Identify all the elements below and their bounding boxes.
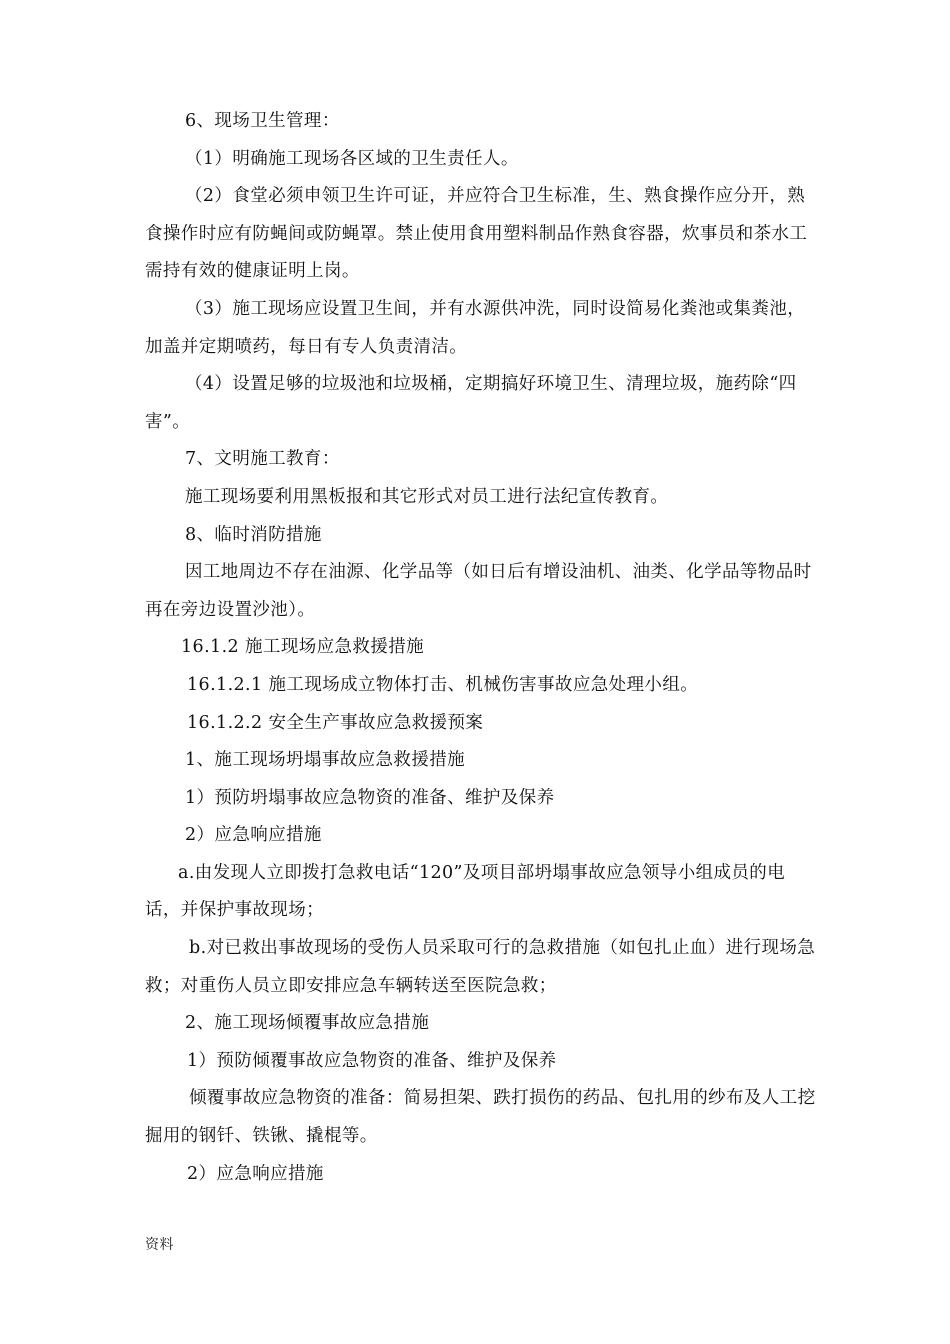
paragraph: 施工现场要利用黑板报和其它形式对员工进行法纪宣传教育。 (185, 486, 669, 507)
section-heading-sanitation: 6、现场卫生管理： (185, 111, 340, 131)
paragraph: 因工地周边不存在油源、化学品等（如日后有增设油机、油类、化学品等物品时再在旁边设置沙池）。 (145, 562, 812, 620)
paragraph: （4）设置足够的垃圾池和垃圾桶，定期搞好环境卫生、清理垃圾，施药除“四害”。 (145, 374, 797, 432)
section-heading-overturn: 2、施工现场倾覆事故应急措施 (185, 1013, 430, 1034)
paragraph: a.由发现人立即拨打急救电话“120”及项目部坍塌事故应急领导小组成员的电话，并保护事故现场； (145, 862, 786, 921)
page-footer: 资料 (145, 1237, 174, 1253)
section-heading-emergency: 16.1.2 施工现场应急救援措施 (181, 637, 425, 658)
paragraph: 倾覆事故应急物资的准备：简易担架、跌打损伤的药品、包扎用的纱布及人工挖掘用的钢钎、铁锹、撬棍等。 (145, 1088, 816, 1147)
section-heading-collapse: 1、施工现场坍塌事故应急救援措施 (185, 750, 466, 771)
list-item: 2）应急响应措施 (185, 825, 322, 846)
subsection-heading: 16.1.2.1 施工现场成立物体打击、机械伤害事故应急处理小组。 (187, 674, 699, 695)
section-heading-education: 7、文明施工教育： (185, 449, 340, 470)
subsection-heading: 16.1.2.2 安全生产事故应急救援预案 (187, 712, 484, 733)
list-item: 1）预防倾覆事故应急物资的准备、维护及保养 (187, 1050, 557, 1071)
list-item: 1）预防坍塌事故应急物资的准备、维护及保养 (185, 787, 555, 808)
paragraph: b.对已救出事故现场的受伤人员采取可行的急救措施（如包扎止血）进行现场急救；对重伤人员立即安排应急车辆转送至医院急救； (145, 938, 816, 996)
list-item: 2）应急响应措施 (187, 1163, 324, 1184)
paragraph: （1）明确施工现场各区域的卫生责任人。 (185, 148, 519, 169)
document-body (145, 103, 817, 1193)
section-heading-fire: 8、临时消防措施 (185, 524, 322, 545)
paragraph: （3）施工现场应设置卫生间，并有水源供冲洗，同时设简易化粪池或集粪池，加盖并定期喷药，每日有专人负责清洁。 (145, 298, 806, 357)
paragraph: （2）食堂必须申领卫生许可证，并应符合卫生标准，生、熟食操作应分开，熟食操作时应有防蝇间或防蝇罩。禁止使用食用塑料制品作熟食容器，炊事员和茶水工需持有效的健康证明上岗。 (145, 186, 808, 282)
